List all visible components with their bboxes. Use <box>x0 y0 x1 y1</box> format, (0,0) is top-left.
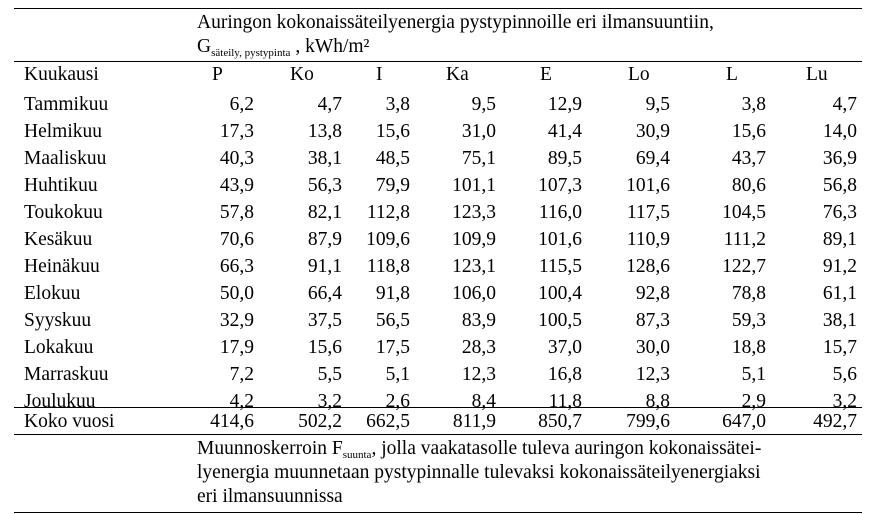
table-cell: 16,8 <box>547 364 582 385</box>
table-cell: 9,5 <box>471 94 496 115</box>
column-header: I <box>376 64 383 85</box>
total-cell: 799,6 <box>626 411 670 432</box>
row-month-label: Tammikuu <box>24 94 109 115</box>
table-cell: 5,6 <box>832 364 857 385</box>
table-cell: 66,4 <box>307 283 342 304</box>
table-cell: 6,2 <box>229 94 254 115</box>
table-cell: 12,3 <box>635 364 670 385</box>
table-cell: 15,6 <box>375 121 410 142</box>
table-cell: 100,5 <box>538 310 582 331</box>
table-title-line2 <box>197 36 369 60</box>
row-month-label: Elokuu <box>24 283 81 304</box>
table-cell: 109,6 <box>366 229 410 250</box>
footer-rest1: , jolla vaakatasolle tuleva auringon kokonaissätei- <box>371 438 762 459</box>
table-cell: 123,3 <box>452 202 496 223</box>
table-cell: 82,1 <box>307 202 342 223</box>
table-cell: 56,3 <box>307 175 342 196</box>
table-cell: 69,4 <box>635 148 670 169</box>
row-month-label: Toukokuu <box>24 202 103 223</box>
table-cell: 87,3 <box>635 310 670 331</box>
table-cell: 61,1 <box>822 283 857 304</box>
row-month-label: Kesäkuu <box>24 229 93 250</box>
table-cell: 48,5 <box>375 148 410 169</box>
table-cell: 118,8 <box>366 256 410 277</box>
table-cell: 2,9 <box>741 391 766 412</box>
table-cell: 128,6 <box>626 256 670 277</box>
table-cell: 41,4 <box>547 121 582 142</box>
table-cell: 5,1 <box>741 364 766 385</box>
column-header: P <box>212 64 223 85</box>
table-cell: 4,7 <box>832 94 857 115</box>
column-header: L <box>726 64 738 85</box>
table-cell: 36,9 <box>822 148 857 169</box>
table-cell: 40,3 <box>219 148 254 169</box>
table-cell: 12,9 <box>547 94 582 115</box>
table-cell: 3,2 <box>832 391 857 412</box>
table-cell: 89,1 <box>822 229 857 250</box>
column-header: Ka <box>446 64 469 85</box>
table-cell: 43,7 <box>731 148 766 169</box>
table-cell: 101,1 <box>452 175 496 196</box>
table-cell: 92,8 <box>635 283 670 304</box>
row-month-label: Helmikuu <box>24 121 102 142</box>
table-cell: 30,0 <box>635 337 670 358</box>
table-cell: 3,8 <box>385 94 410 115</box>
column-header: Lu <box>806 64 828 85</box>
table-cell: 17,9 <box>219 337 254 358</box>
column-header: Lo <box>628 64 650 85</box>
table-cell: 37,0 <box>547 337 582 358</box>
total-label: Koko vuosi <box>24 411 115 432</box>
table-cell: 43,9 <box>219 175 254 196</box>
table-cell: 4,2 <box>229 391 254 412</box>
table-cell: 101,6 <box>538 229 582 250</box>
table-cell: 100,4 <box>538 283 582 304</box>
table-cell: 70,6 <box>219 229 254 250</box>
row-month-label: Heinäkuu <box>24 256 100 277</box>
table-cell: 15,7 <box>822 337 857 358</box>
bottom-rule <box>14 512 862 513</box>
table-cell: 3,8 <box>741 94 766 115</box>
table-cell: 80,6 <box>731 175 766 196</box>
g-symbol: G <box>197 36 212 57</box>
g-subscript: säteily, pystypinta <box>211 47 291 59</box>
table-cell: 104,5 <box>722 202 766 223</box>
total-cell: 647,0 <box>722 411 766 432</box>
table-cell: 107,3 <box>538 175 582 196</box>
top-rule <box>14 8 862 9</box>
table-cell: 109,9 <box>452 229 496 250</box>
footer-line3: eri ilmansuunnissa <box>197 486 343 507</box>
table-cell: 123,1 <box>452 256 496 277</box>
table-cell: 117,5 <box>626 202 670 223</box>
table-cell: 79,9 <box>375 175 410 196</box>
table-cell: 115,5 <box>538 256 582 277</box>
table-cell: 78,8 <box>731 283 766 304</box>
table-cell: 8,4 <box>471 391 496 412</box>
footer-prefix: Muunnoskerroin F <box>197 438 343 459</box>
table-cell: 91,8 <box>375 283 410 304</box>
table-cell: 110,9 <box>626 229 670 250</box>
table-cell: 56,5 <box>375 310 410 331</box>
total-rule-bottom <box>14 434 862 435</box>
table-cell: 116,0 <box>538 202 582 223</box>
table-cell: 83,9 <box>461 310 496 331</box>
table-cell: 91,2 <box>822 256 857 277</box>
table-cell: 12,3 <box>461 364 496 385</box>
table-cell: 3,2 <box>317 391 342 412</box>
column-header: Ko <box>290 64 314 85</box>
table-cell: 112,8 <box>366 202 410 223</box>
row-month-label: Huhtikuu <box>24 175 98 196</box>
table-cell: 56,8 <box>822 175 857 196</box>
footer-line2: lyenergia muunnetaan pystypinnalle tulevaksi kokonaissäteilyenergiaksi <box>197 462 761 483</box>
table-cell: 5,1 <box>385 364 410 385</box>
table-cell: 76,3 <box>822 202 857 223</box>
table-cell: 101,6 <box>626 175 670 196</box>
row-month-label: Syyskuu <box>24 310 92 331</box>
total-cell: 850,7 <box>538 411 582 432</box>
table-cell: 2,6 <box>385 391 410 412</box>
table-cell: 15,6 <box>307 337 342 358</box>
table-cell: 9,5 <box>645 94 670 115</box>
table-cell: 28,3 <box>461 337 496 358</box>
table-cell: 32,9 <box>219 310 254 331</box>
title-text: Auringon kokonaissäteilyenergia pystypinnoille eri ilmansuuntiin, <box>197 12 714 33</box>
header-rule <box>14 61 862 62</box>
table-cell: 89,5 <box>547 148 582 169</box>
table-cell: 8,8 <box>645 391 670 412</box>
column-header-month: Kuukausi <box>24 64 99 85</box>
table-cell: 37,5 <box>307 310 342 331</box>
table-cell: 66,3 <box>219 256 254 277</box>
table-cell: 7,2 <box>229 364 254 385</box>
f-subscript: suunta <box>342 449 372 461</box>
total-cell: 414,6 <box>210 411 254 432</box>
table-title-line1 <box>197 12 714 34</box>
table-cell: 38,1 <box>307 148 342 169</box>
table-cell: 11,8 <box>548 391 582 412</box>
table-cell: 15,6 <box>731 121 766 142</box>
table-cell: 75,1 <box>461 148 496 169</box>
table-cell: 91,1 <box>307 256 342 277</box>
row-month-label: Maaliskuu <box>24 148 107 169</box>
row-month-label: Lokakuu <box>24 337 94 358</box>
row-month-label: Joulukuu <box>24 391 96 412</box>
total-cell: 492,7 <box>813 411 857 432</box>
footer-line1 <box>197 438 761 462</box>
table-cell: 4,7 <box>317 94 342 115</box>
table-cell: 17,5 <box>375 337 410 358</box>
table-cell: 13,8 <box>307 121 342 142</box>
table-cell: 30,9 <box>635 121 670 142</box>
table-cell: 14,0 <box>822 121 857 142</box>
table-cell: 122,7 <box>722 256 766 277</box>
total-cell: 811,9 <box>452 411 496 432</box>
total-cell: 662,5 <box>366 411 410 432</box>
table-cell: 5,5 <box>317 364 342 385</box>
table-cell: 17,3 <box>219 121 254 142</box>
table-cell: 31,0 <box>461 121 496 142</box>
unit-text: , kWh/m² <box>290 36 370 57</box>
table-cell: 59,3 <box>731 310 766 331</box>
table-cell: 57,8 <box>219 202 254 223</box>
table-cell: 50,0 <box>219 283 254 304</box>
table-cell: 38,1 <box>822 310 857 331</box>
table-cell: 111,2 <box>723 229 766 250</box>
row-month-label: Marraskuu <box>24 364 109 385</box>
table-cell: 18,8 <box>731 337 766 358</box>
table-cell: 106,0 <box>452 283 496 304</box>
table-cell: 87,9 <box>307 229 342 250</box>
total-cell: 502,2 <box>298 411 342 432</box>
column-header: E <box>540 64 552 85</box>
